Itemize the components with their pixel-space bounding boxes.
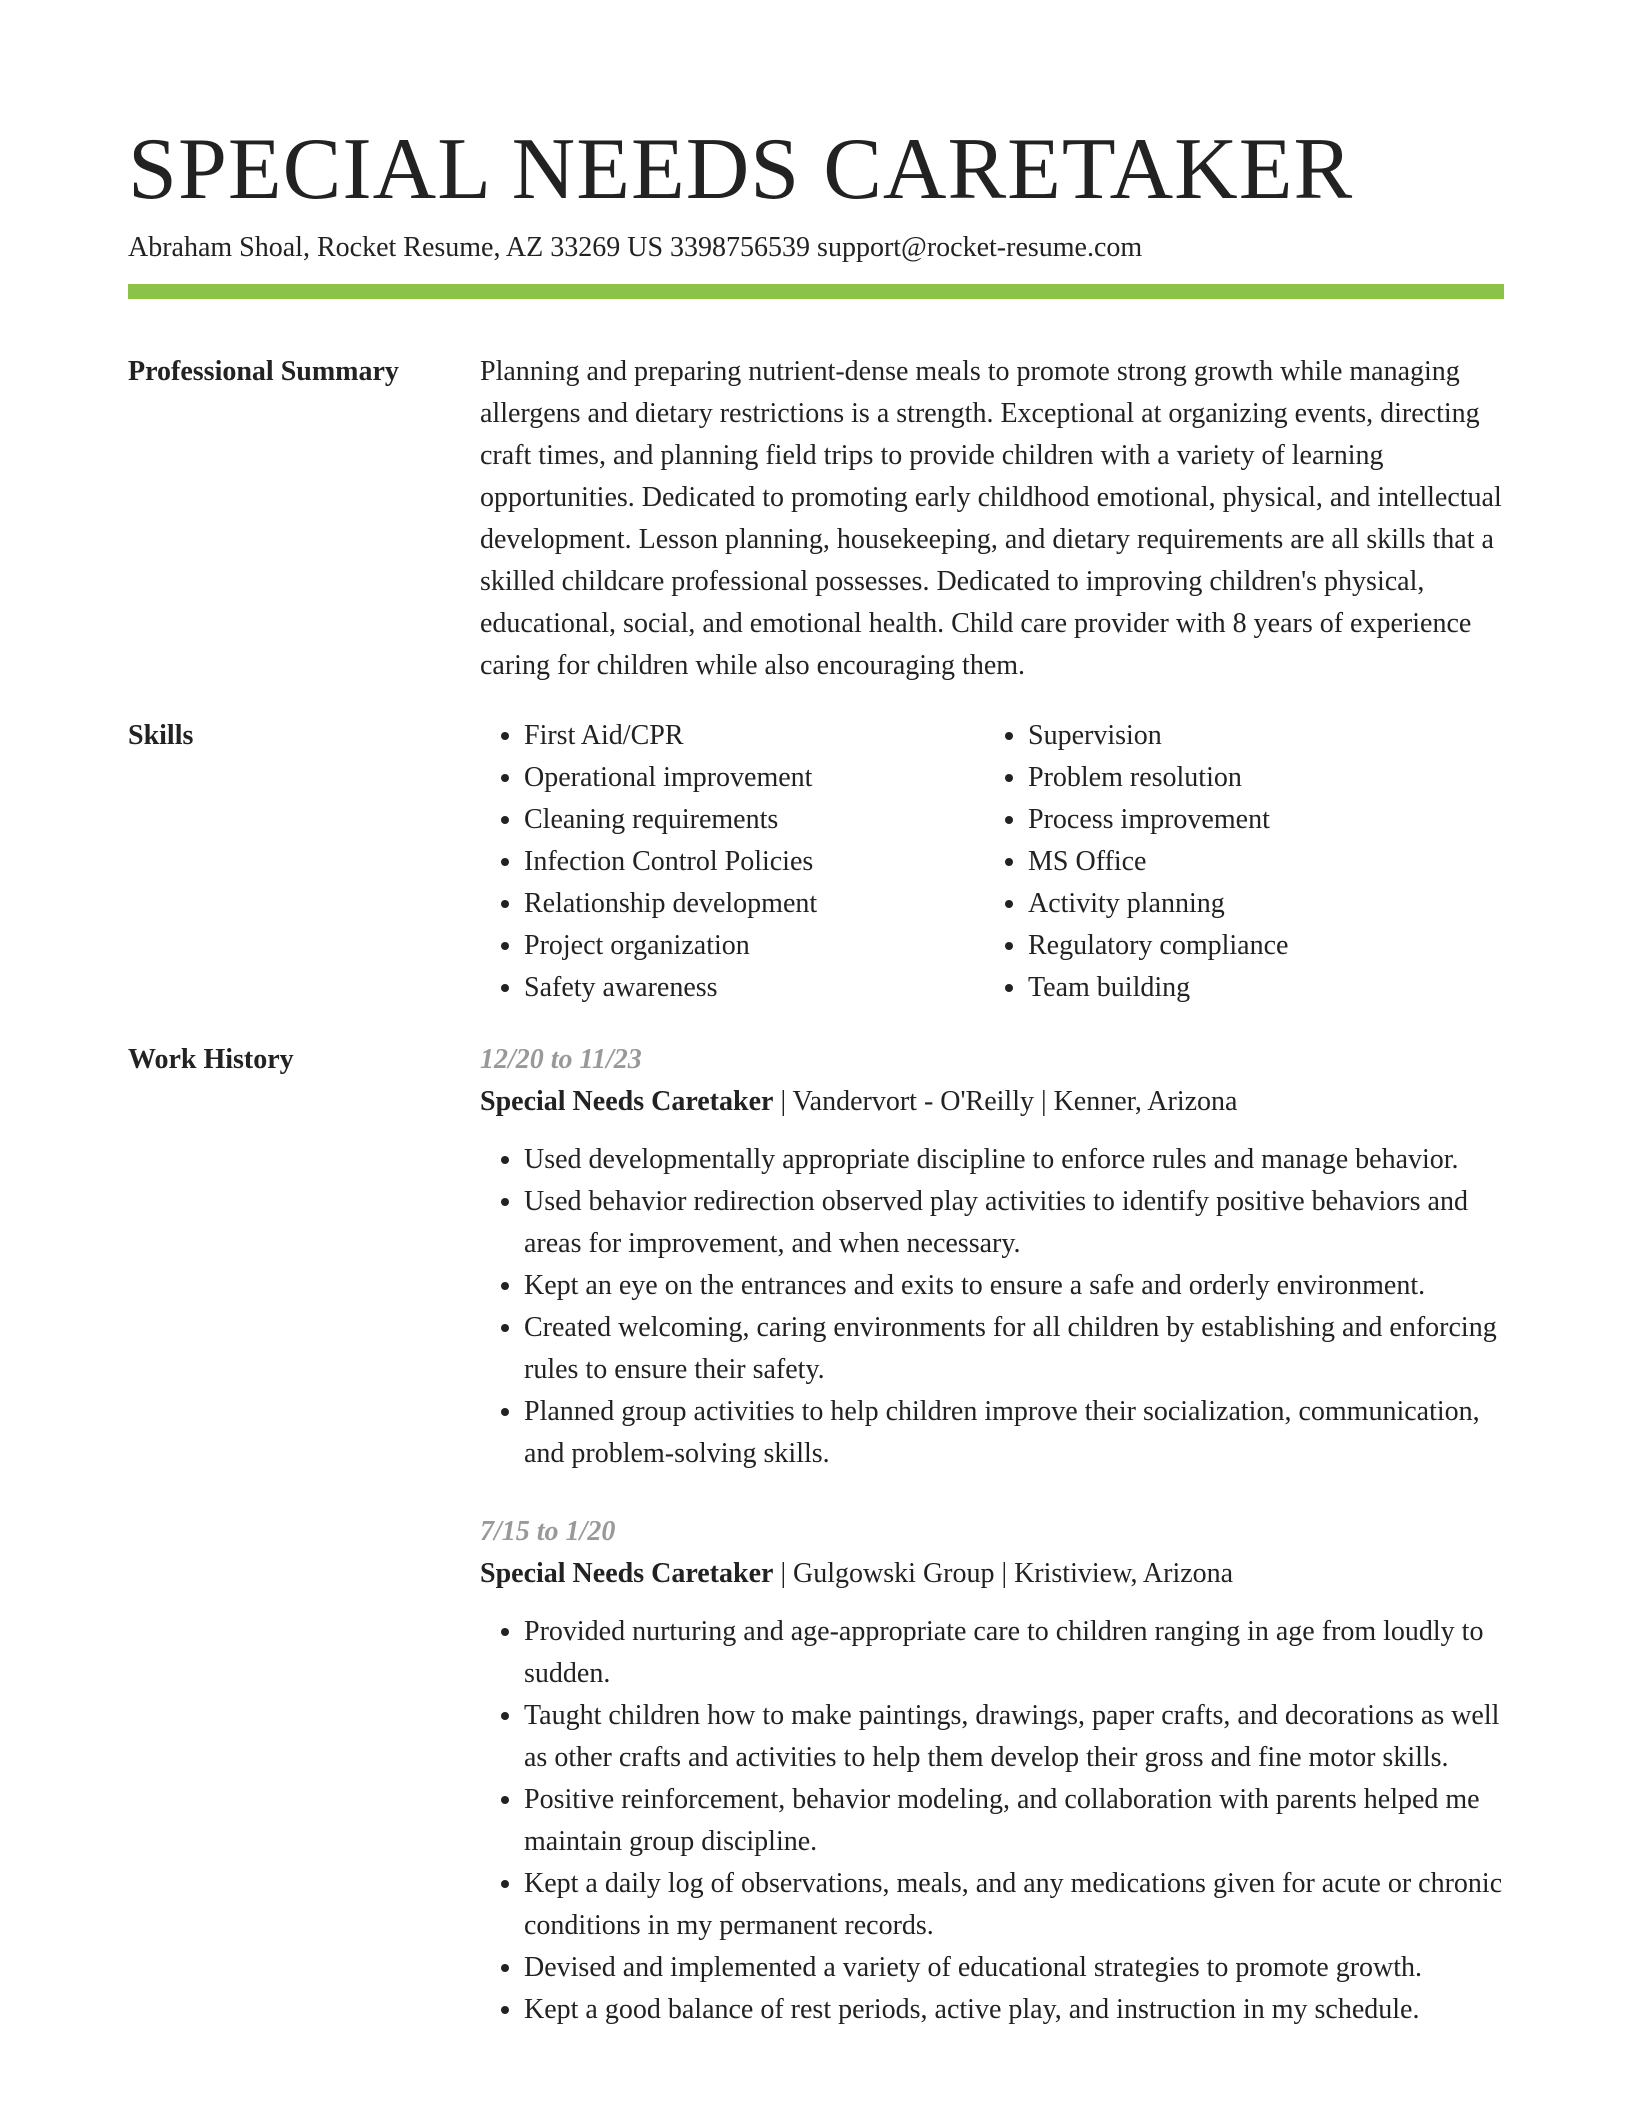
header-divider <box>128 284 1504 299</box>
job-bullet: • Created welcoming, caring environments for all children by establishing and enforcing rules to ensure their safety. <box>524 1307 1504 1391</box>
skill-item: • Project organization <box>524 925 984 967</box>
skill-item: • Relationship development <box>524 883 984 925</box>
job-details: | Vandervort - O'Reilly | Kenner, Arizona <box>773 1086 1238 1117</box>
work-history-heading: Work History <box>128 1044 294 1075</box>
skill-item: • Problem resolution <box>1028 757 1488 799</box>
skill-item: • Supervision <box>1028 715 1488 757</box>
resume-page <box>128 120 1504 2067</box>
skills-list-right <box>984 715 1488 1009</box>
job-title: Special Needs Caretaker <box>480 1086 774 1117</box>
job-bullet: • Kept an eye on the entrances and exits to ensure a safe and orderly environment. <box>524 1265 1504 1307</box>
job-bullet: • Positive reinforcement, behavior modeling, and collaboration with parents helped me maintain group discipline. <box>524 1779 1504 1863</box>
work-history-section <box>128 1039 1504 2067</box>
job-bullet: • Used developmentally appropriate discipline to enforce rules and manage behavior. <box>524 1139 1504 1181</box>
job-title-line <box>480 1081 1504 1123</box>
summary-heading: Professional Summary <box>128 356 399 387</box>
skills-heading: Skills <box>128 720 194 751</box>
job-bullet: • Provided nurturing and age-appropriate care to children ranging in age from loudly to sudden. <box>524 1611 1504 1695</box>
job-entry <box>480 1039 1504 1475</box>
skill-item: • Safety awareness <box>524 967 984 1009</box>
job-bullet: • Taught children how to make paintings, drawings, paper crafts, and decorations as well as other crafts and activities to help them develop their gross and fine motor skills. <box>524 1695 1504 1779</box>
summary-section <box>128 351 1504 687</box>
skills-section <box>128 715 1504 1009</box>
job-title-line <box>480 1553 1504 1595</box>
skill-item: • Team building <box>1028 967 1488 1009</box>
skill-item: • MS Office <box>1028 841 1488 883</box>
skill-item: • Process improvement <box>1028 799 1488 841</box>
job-dates: 7/15 to 1/20 <box>480 1516 616 1547</box>
skills-list-left <box>480 715 984 1009</box>
skill-item: • First Aid/CPR <box>524 715 984 757</box>
skill-item: • Operational improvement <box>524 757 984 799</box>
skill-item: • Activity planning <box>1028 883 1488 925</box>
job-bullet: • Planned group activities to help children improve their socialization, communication, and problem-solving skills. <box>524 1391 1504 1475</box>
job-bullet: • Kept a daily log of observations, meals, and any medications given for acute or chronic conditions in my permanent records. <box>524 1863 1504 1947</box>
resume-name: SPECIAL NEEDS CARETAKER <box>128 121 1354 218</box>
job-details: | Gulgowski Group | Kristiview, Arizona <box>773 1558 1234 1589</box>
job-bullet: • Devised and implemented a variety of educational strategies to promote growth. <box>524 1947 1504 1989</box>
skill-item: • Infection Control Policies <box>524 841 984 883</box>
job-entry <box>480 1511 1504 2031</box>
job-bullets <box>480 1611 1504 2031</box>
job-bullets <box>480 1139 1504 1475</box>
job-dates: 12/20 to 11/23 <box>480 1044 642 1075</box>
job-bullet: • Used behavior redirection observed play activities to identify positive behaviors and areas for improvement, and when necessary. <box>524 1181 1504 1265</box>
skill-item: • Cleaning requirements <box>524 799 984 841</box>
contact-line: Abraham Shoal, Rocket Resume, AZ 33269 US 3398756539 support@rocket-resume.com <box>128 232 1143 263</box>
summary-text: Planning and preparing nutrient-dense meals to promote strong growth while managing allergens and dietary restrictions is a strength. Exceptional at organizing events, directing craft times, and planning field trips to provide children with a variety of learning opportunities. Dedicated to promoting early childhood emotional, physical, and intellectual development. Lesson planning, housekeeping, and dietary requirements are all skills that a skilled childcare professional possesses. Dedicated to improving children's physical, educational, social, and emotional health. Child care provider with 8 years of experience caring for children while also encouraging them. <box>480 356 1502 681</box>
job-bullet: • Kept a good balance of rest periods, active play, and instruction in my schedule. <box>524 1989 1504 2031</box>
job-title: Special Needs Caretaker <box>480 1558 774 1589</box>
skill-item: • Regulatory compliance <box>1028 925 1488 967</box>
